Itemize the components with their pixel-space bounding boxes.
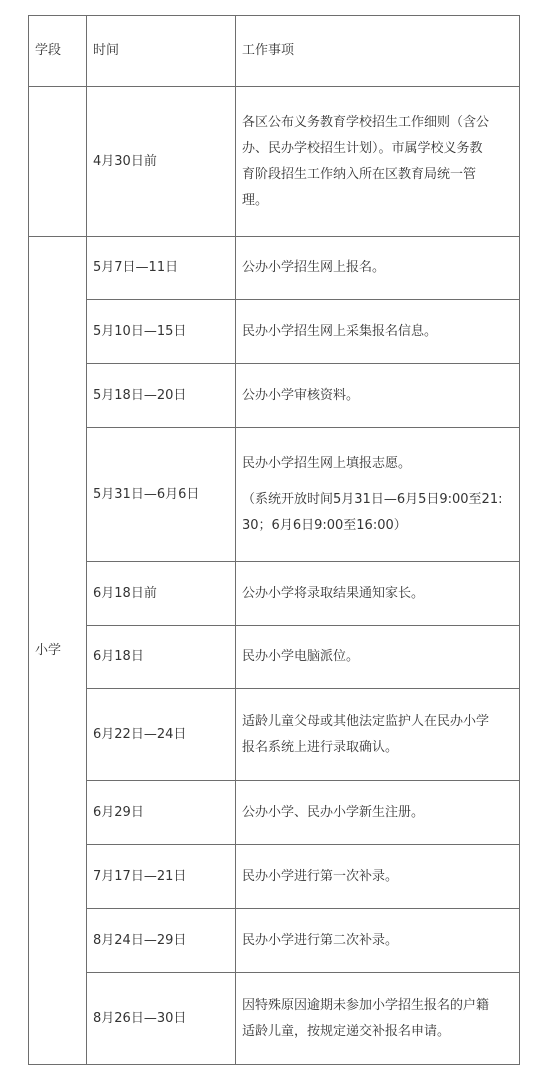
work-cell [236, 428, 520, 562]
work-cell: 民办小学电脑派位。 [236, 626, 520, 689]
work-cell: 民办小学招生网上采集报名信息。 [236, 300, 520, 364]
time-cell: 5月7日—11日 [87, 237, 236, 300]
work-cell: 公办小学招生网上报名。 [236, 237, 520, 300]
time-cell: 6月18日 [87, 626, 236, 689]
work-line: 因特殊原因逾期未参加小学招生报名的户籍 [242, 997, 490, 1013]
stage-cell-primary: 小学 [29, 237, 87, 1065]
time-cell: 4月30日前 [87, 87, 236, 237]
work-cell: 公办小学将录取结果通知家长。 [236, 562, 520, 626]
time-cell: 5月31日—6月6日 [87, 428, 236, 562]
table-row [29, 909, 520, 973]
time-cell: 5月10日—15日 [87, 300, 236, 364]
work-line: 报名系统上进行录取确认。 [242, 739, 399, 755]
header-work: 工作事项 [236, 16, 520, 87]
work-cell: 民办小学进行第二次补录。 [236, 909, 520, 973]
stage-cell-empty [29, 87, 87, 237]
time-cell: 7月17日—21日 [87, 845, 236, 909]
table-row [29, 973, 520, 1065]
work-cell [236, 87, 520, 237]
time-cell: 8月24日—29日 [87, 909, 236, 973]
header-time: 时间 [87, 16, 236, 87]
time-cell: 5月18日—20日 [87, 364, 236, 428]
table-row [29, 562, 520, 626]
table-row [29, 364, 520, 428]
table-header-row [29, 16, 520, 87]
table-row [29, 300, 520, 364]
table-row [29, 87, 520, 237]
work-line: 适龄儿童，按规定递交补报名申请。 [242, 1023, 451, 1039]
work-cell [236, 973, 520, 1065]
work-note-line: （系统开放时间5月31日—6月5日9:00至21: [242, 491, 503, 507]
work-line: 适龄儿童父母或其他法定监护人在民办小学 [242, 713, 490, 729]
work-line: 育阶段招生工作纳入所在区教育局统一管 [242, 166, 477, 182]
table-row [29, 626, 520, 689]
table-row [29, 237, 520, 300]
table-row [29, 845, 520, 909]
table-row [29, 781, 520, 845]
table-row [29, 428, 520, 562]
work-cell: 公办小学、民办小学新生注册。 [236, 781, 520, 845]
time-cell: 6月22日—24日 [87, 689, 236, 781]
work-line: 各区公布义务教育学校招生工作细则（含公 [242, 114, 490, 130]
time-cell: 6月29日 [87, 781, 236, 845]
work-cell: 公办小学审核资料。 [236, 364, 520, 428]
work-note-line: 30；6月6日9:00至16:00） [242, 517, 407, 533]
table-row [29, 689, 520, 781]
work-cell: 民办小学进行第一次补录。 [236, 845, 520, 909]
work-line: 民办小学招生网上填报志愿。 [242, 455, 412, 471]
time-cell: 6月18日前 [87, 562, 236, 626]
work-line: 理。 [242, 192, 269, 208]
work-line: 办、民办学校招生计划）。市属学校义务教 [242, 140, 483, 156]
enrollment-schedule-table [28, 15, 520, 1065]
work-cell [236, 689, 520, 781]
header-stage: 学段 [29, 16, 87, 87]
time-cell: 8月26日—30日 [87, 973, 236, 1065]
